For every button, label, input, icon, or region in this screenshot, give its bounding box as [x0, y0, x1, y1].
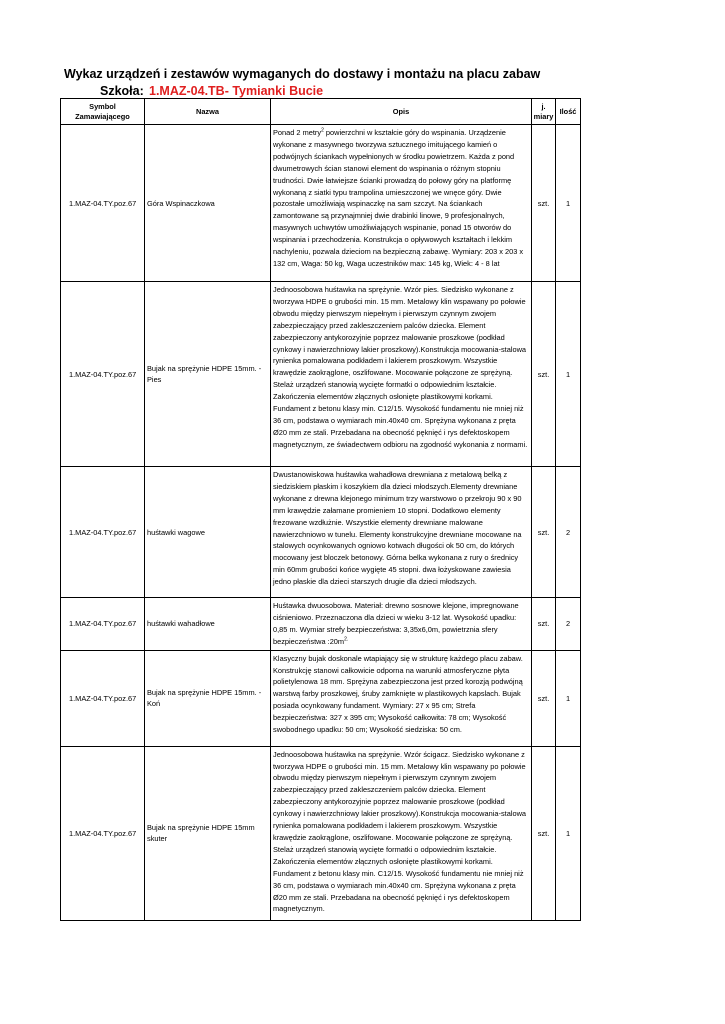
equipment-table — [60, 98, 581, 921]
name-cell: Bujak na sprężynie HDPE 15mm skuter — [145, 746, 271, 920]
school-label: Szkoła: — [100, 84, 144, 98]
unit-cell: szt. — [532, 746, 556, 920]
description-cell: Dwustanowiskowa huśtawka wahadłowa drewniana z metalową belką z siedziskiem płaskim i koszykiem dla dzieci młodszych.Elementy drewniane wykonane z drewna klejonego minimum trzy warstwowo o przekroju 90 x 90 mm krawędzie załamane promieniem 10 stopni. Dodatkowo elementy frezowane wzdłużnie. Wszystkie elementy drewniane malowane nawierzchniowo w tunelu. Elementy konstrukcyjne drewniane mocowane na stalowych ocynkowanych ogniowo kotwach długości ok 50 cm, do których mocowany jest bloczek betonowy. Górna belka wykonana z rury o średnicy min 60mm grubości końce wygięte 45 stopni. dwa łożyskowane zawiesia jedno płaskie dla dzieci starszych drugie dla dzieci młodszych. — [271, 467, 532, 598]
superscript: 2 — [321, 127, 324, 134]
symbol-cell: 1.MAZ-04.TY.poz.67 — [61, 650, 145, 746]
unit-cell: szt. — [532, 650, 556, 746]
description-text: powierzchni w kształcie góry do wspinania. Urządzenie wykonane z masywnego tworzywa sztucznego imitującego kamień o podwójnych ściankach wypełnionych w środku powietrzem. Każda z pond dwumetrowych ścian stanowi element do wspinania o różnym stopniu trudności. Dwie łatwiejsze ścianki prowadzą do połowy góry na platformę wykonaną z siatki typu trampolina umieszczonej we wnęce góry. Dwie pozostałe umożliwiają wspinaczkę na sam szczyt. Na ściankach zamontowane są przynajmniej dwie drabinki linowe, 9 profesjonalnych, masywnych uchwytów umożliwiających wspinanie, ponad 15 otworów do wspinania i przechodzenia. Konstrukcja o opływowych kształtach i lekkim nachyleniu, pozwala dzieciom na bezpieczną zabawę. Wymiary: 203 x 203 x 132 cm, Waga: 50 kg, Waga uczestników max: 145 kg, Wiek: 4 - 8 lat — [273, 128, 524, 268]
page-title: Wykaz urządzeń i zestawów wymaganych do dostawy i montażu na placu zabaw — [64, 67, 541, 81]
symbol-cell: 1.MAZ-04.TY.poz.67 — [61, 746, 145, 920]
description-text-start: Ponad 2 metry — [273, 128, 322, 137]
quantity-cell: 2 — [556, 598, 581, 651]
name-cell: Bujak na sprężynie HDPE 15mm. - Pies — [145, 282, 271, 467]
symbol-cell: 1.MAZ-04.TY.poz.67 — [61, 467, 145, 598]
table-header-row — [61, 99, 581, 125]
column-header-symbol: Symbol Zamawiającego — [61, 99, 145, 125]
superscript: 2. — [344, 636, 349, 643]
symbol-cell: 1.MAZ-04.TY.poz.67 — [61, 125, 145, 282]
symbol-cell: 1.MAZ-04.TY.poz.67 — [61, 598, 145, 651]
unit-cell: szt. — [532, 282, 556, 467]
table-row — [61, 282, 581, 467]
quantity-cell: 1 — [556, 125, 581, 282]
name-cell: Bujak na sprężynie HDPE 15mm. - Koń — [145, 650, 271, 746]
table-row — [61, 650, 581, 746]
description-cell — [271, 125, 532, 282]
quantity-cell: 1 — [556, 746, 581, 920]
quantity-cell: 1 — [556, 282, 581, 467]
description-cell: Jednoosobowa huśtawka na sprężynie. Wzór pies. Siedzisko wykonane z tworzywa HDPE o grubości min. 15 mm. Metalowy klin wspawany po połowie obwodu między pierwszym niepełnym i pierwszym czynnym zwojem zabezpieczający przed zakleszczeniem palców dziecka. Element zabezpieczony antykorozyjnie poprzez malowanie proszkowe (podkład cynkowy i nawierzchniowy lakier proszkowy).Konstrukcja mocowania-stalowa rynienka pomalowana podkładem i lakierem proszkowym. Wszystkie krawędzie zaokrąglone, oszlifowane. Mocowanie połączone ze sprężyną. Stelaż urządzeń stanowią wycięte formatki o odpowiednim kształcie. Zakończenia elementów złącznych osłonięte plastikowymi korkami. Fundament z betonu klasy min. C12/15. Wysokość fundamentu nie mniej niż 36 cm, podstawa o wymiarach min.40x40 cm. Sprężyna wykonana z pręta Ø20 mm ze stali. Przebadana na obecność pęknięć i rys defektoskopem magnetycznym, ze świadectwem odbioru na zgodność wykonania z normami. — [271, 282, 532, 467]
column-header-unit: j. miary — [532, 99, 556, 125]
name-cell: huśtawki wagowe — [145, 467, 271, 598]
description-text: Huśtawka dwuosobowa. Materiał: drewno sosnowe klejone, impregnowane ciśnieniowo. Przeznaczona dla dzieci w wieku 3-12 lat. Wysokość upadku: 0,85 m. Wymiar strefy bezpieczeństwa: 3,35x6,0m, powietrznia sfery bezpieczeństwa :20m — [273, 601, 519, 646]
name-cell: Góra Wspinaczkowa — [145, 125, 271, 282]
table-row — [61, 125, 581, 282]
column-header-description: Opis — [271, 99, 532, 125]
school-name: 1.MAZ-04.TB- Tymianki Bucie — [149, 84, 324, 98]
description-cell: Klasyczny bujak doskonale wtapiający się w strukturę każdego placu zabaw. Konstrukcję stanowi całkowicie odporna na warunki atmosferyczne płyta polietylenowa 18 mm. Sprężyna zabezpieczona jest przed korozją podwójną warstwą farby proszkowej, śruby zamknięte w plastikowych kapslach. Bujak posiada ocynkowany fundament. Wymiary: 27 x 95 cm; Strefa bezpieczeństwa: 327 x 395 cm; Wysokość całkowita: 78 cm; Wysokość swobodnego upadku: 50 cm; Wysokość siedziska: 50 cm. — [271, 650, 532, 746]
unit-cell: szt. — [532, 598, 556, 651]
unit-cell: szt. — [532, 467, 556, 598]
name-cell: huśtawki wahadłowe — [145, 598, 271, 651]
column-header-quantity: Ilość — [556, 99, 581, 125]
description-cell: Jednoosobowa huśtawka na sprężynie. Wzór ścigacz. Siedzisko wykonane z tworzywa HDPE o grubości min. 15 mm. Metalowy klin wspawany po połowie obwodu między pierwszym niepełnym i pierwszym czynnym zwojem zabezpieczający przed zakleszczeniem palców dziecka. Element zabezpieczony antykorozyjnie poprzez malowanie proszkowe (podkład cynkowy i nawierzchniowy lakier proszkowy).Konstrukcja mocowania-stalowa rynienka pomalowana podkładem i lakierem proszkowym. Wszystkie krawędzie zaokrąglone, oszlifowane. Mocowanie połączone ze sprężyną. Stelaż urządzeń stanowią wycięte formatki o odpowiednim kształcie. Zakończenia elementów złącznych osłonięte plastikowymi korkami. Fundament z betonu klasy min. C12/15. Wysokość fundamentu nie mniej niż 36 cm, podstawa o wymiarach min.40x40 cm. Sprężyna wykonana z pręta Ø20 mm ze stali. Przebadana na obecność pęknięć i rys defektoskopem magnetycznym. — [271, 746, 532, 920]
table-row — [61, 746, 581, 920]
quantity-cell: 2 — [556, 467, 581, 598]
table-row — [61, 598, 581, 651]
quantity-cell: 1 — [556, 650, 581, 746]
table-row — [61, 467, 581, 598]
symbol-cell: 1.MAZ-04.TY.poz.67 — [61, 282, 145, 467]
column-header-name: Nazwa — [145, 99, 271, 125]
description-cell — [271, 598, 532, 651]
unit-cell: szt. — [532, 125, 556, 282]
